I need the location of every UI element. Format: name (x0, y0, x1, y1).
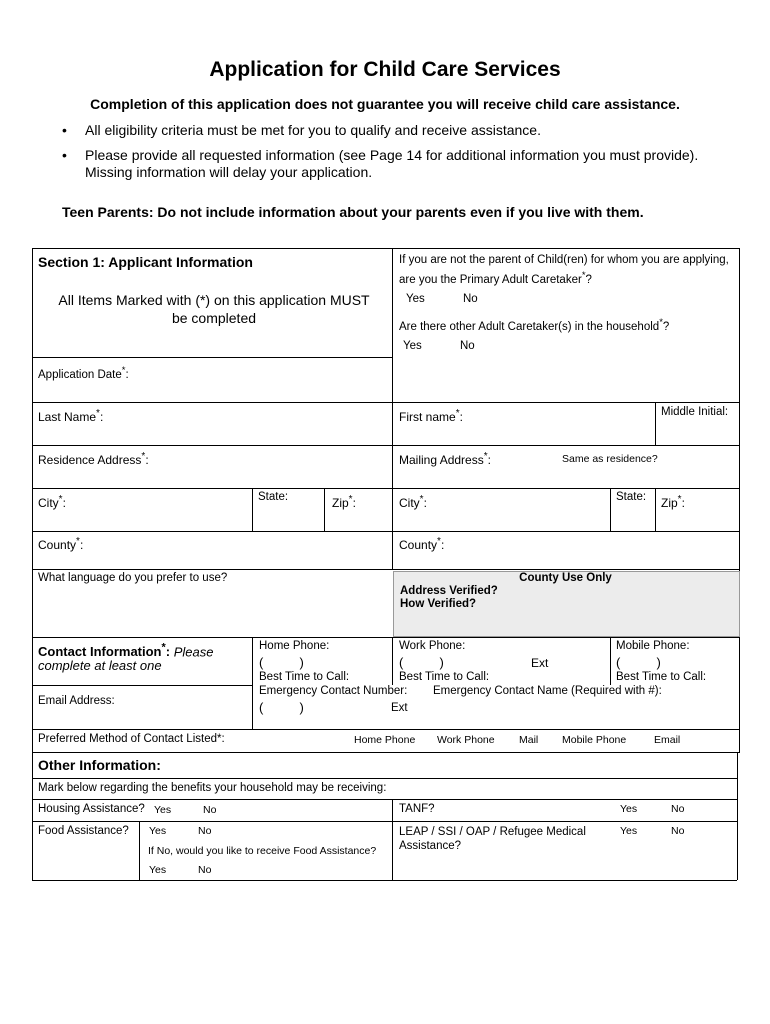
method-label: Mail (519, 734, 539, 746)
colon: : (79, 538, 84, 552)
city-label: City (38, 496, 59, 510)
required-star: * (348, 494, 353, 505)
yes-label: Yes (620, 803, 638, 815)
leap-ssi-label (399, 825, 586, 853)
emergency-ext-field[interactable]: Ext (391, 702, 408, 714)
housing-assistance-label: Housing Assistance? (38, 803, 145, 815)
city-label: City (399, 496, 420, 510)
method-label: Mobile Phone (562, 734, 627, 746)
must-complete-note (36, 291, 392, 327)
leap-line2: Assistance? (399, 840, 462, 852)
yes-label: Yes (620, 825, 638, 837)
contact-heading (38, 642, 213, 659)
required-star: * (121, 365, 126, 376)
colon: : (681, 496, 685, 510)
question-mark: ? (662, 320, 670, 333)
row-line (32, 569, 740, 570)
food-no[interactable] (195, 825, 211, 837)
work-ext-field[interactable]: Ext (531, 656, 549, 670)
table-border-right (737, 752, 738, 880)
mailing-zip-field[interactable] (661, 494, 685, 510)
table-border-left (32, 752, 33, 880)
county-label: County (38, 538, 77, 552)
colon: : (459, 410, 463, 424)
row-line (32, 752, 740, 753)
row-divider (392, 799, 393, 880)
row-line (32, 445, 740, 446)
required-star: * (677, 494, 682, 505)
zip-field[interactable] (332, 494, 356, 510)
required-star: * (58, 494, 63, 505)
row-divider (324, 488, 325, 531)
county-field[interactable] (38, 536, 83, 552)
bullet-provide-info: Please provide all requested information (see Page 14 for additional information you must provide). (85, 147, 699, 163)
emergency-phone-input[interactable]: ( ) (259, 700, 304, 715)
housing-no[interactable] (200, 804, 216, 816)
row-divider (655, 488, 656, 531)
address-verified-label: Address Verified? (400, 585, 498, 597)
emergency-number-label: Emergency Contact Number: (259, 685, 408, 697)
row-line (32, 778, 737, 779)
row-line (32, 357, 392, 358)
page-subtitle: Completion of this application does not guarantee you will receive child care assistance. (90, 96, 680, 112)
yes-label: Yes (154, 804, 172, 816)
mobile-phone-input[interactable]: ( ) (616, 655, 661, 670)
residence-address-field[interactable] (38, 451, 149, 467)
mailing-address-field[interactable] (399, 451, 491, 467)
table-divider-center (392, 248, 393, 570)
caretaker-q2-no[interactable] (457, 340, 475, 352)
row-line (32, 799, 737, 800)
leap-yes[interactable] (617, 825, 637, 837)
leap-no[interactable] (668, 825, 684, 837)
caretaker-q1-line1: If you are not the parent of Child(ren) for whom you are applying, (399, 254, 729, 266)
colon: : (352, 496, 356, 510)
required-star: * (76, 536, 80, 547)
method-label: Email (654, 734, 681, 746)
row-divider (655, 402, 656, 445)
no-label: No (463, 293, 478, 305)
row-divider (610, 637, 611, 685)
caretaker-q2-text: Are there other Adult Caretaker(s) in the household (399, 320, 660, 333)
colon: : (440, 538, 445, 552)
row-line (32, 488, 740, 489)
food-assistance-label: Food Assistance? (38, 825, 129, 837)
yes-label: Yes (149, 864, 167, 876)
row-line (32, 531, 740, 532)
last-name-label: Last Name (38, 410, 97, 424)
other-info-heading: Other Information: (38, 757, 161, 773)
mark-below-note: Mark below regarding the benefits your household may be receiving: (38, 782, 387, 794)
zip-label: Zip (332, 496, 349, 510)
colon: : (99, 410, 104, 424)
table-border-top (32, 248, 740, 249)
required-star: * (96, 408, 100, 419)
housing-yes[interactable] (151, 804, 171, 816)
row-divider (252, 488, 253, 531)
row-divider (139, 821, 140, 880)
bullet-dot: • (62, 147, 67, 163)
row-divider (392, 637, 393, 685)
method-mail[interactable] (516, 734, 538, 746)
method-work-phone[interactable] (434, 734, 495, 746)
home-phone-input[interactable]: ( ) (259, 655, 304, 670)
how-verified-label: How Verified? (400, 598, 477, 610)
no-label: No (198, 864, 212, 876)
work-phone-input[interactable]: ( ) (399, 655, 444, 670)
tanf-label: TANF? (399, 803, 435, 815)
city-field[interactable] (38, 494, 66, 510)
method-home-phone[interactable] (351, 734, 415, 746)
work-phone-label: Work Phone: (399, 640, 466, 652)
first-name-label: First name (399, 410, 456, 424)
application-date-label: Application Date (38, 368, 122, 381)
language-field[interactable]: What language do you prefer to use? (38, 572, 228, 584)
no-label: No (671, 803, 685, 815)
work-best-time[interactable]: Best Time to Call: (399, 671, 490, 683)
method-label: Home Phone (354, 734, 416, 746)
bullet-eligibility: All eligibility criteria must be met for you to qualify and receive assistance. (85, 122, 541, 138)
contact-note-line1: Please (173, 644, 214, 660)
yes-label: Yes (149, 825, 167, 837)
required-star: * (455, 408, 460, 419)
method-mobile-phone[interactable] (559, 734, 626, 746)
colon: : (423, 496, 427, 510)
caretaker-q1-yes[interactable] (403, 293, 425, 305)
yes-label: Yes (406, 293, 425, 305)
caretaker-q2-yes[interactable] (400, 340, 422, 352)
row-line (32, 637, 740, 638)
colon: : (165, 644, 171, 660)
required-star: * (141, 451, 146, 462)
section1-heading: Section 1: Applicant Information (38, 254, 253, 270)
required-star: * (581, 270, 586, 281)
row-line (32, 729, 740, 730)
first-name-field[interactable] (399, 408, 463, 424)
row-line (32, 685, 252, 686)
colon: : (62, 496, 66, 510)
row-divider (252, 637, 253, 729)
emergency-name-label: Emergency Contact Name (Required with #): (433, 685, 662, 697)
mailing-county-field[interactable] (399, 536, 444, 552)
county-use-heading: County Use Only (519, 572, 612, 584)
must-complete-line1: All Items Marked with (*) on this application MUST (58, 292, 370, 308)
last-name-field[interactable] (38, 408, 103, 424)
teen-parents-note: Teen Parents: Do not include information about your parents even if you live with them. (62, 204, 644, 220)
row-line (32, 880, 737, 881)
colon: : (487, 453, 491, 467)
bullet-dot: • (62, 122, 67, 138)
contact-note-line2: complete at least one (38, 658, 162, 673)
required-star: * (161, 642, 166, 654)
zip-label: Zip (661, 496, 678, 510)
leap-line1: LEAP / SSI / OAP / Refugee Medical (399, 826, 586, 838)
home-best-time[interactable]: Best Time to Call: (259, 671, 350, 683)
required-star: * (419, 494, 424, 505)
colon: : (145, 453, 149, 467)
caretaker-q2 (399, 317, 669, 333)
email-field[interactable]: Email Address: (38, 695, 115, 707)
food-receive-yes[interactable] (146, 864, 166, 876)
method-label: Work Phone (437, 734, 495, 746)
food-if-no-question: If No, would you like to receive Food Assistance? (148, 845, 377, 857)
caretaker-q1-line2: are you the Primary Adult Caretaker (399, 273, 582, 286)
caretaker-q1 (399, 270, 592, 286)
page-title: Application for Child Care Services (209, 58, 561, 81)
same-as-residence-label: Same as residence? (562, 453, 658, 465)
food-receive-no[interactable] (195, 864, 211, 876)
tanf-no[interactable] (668, 803, 684, 815)
county-label: County (399, 538, 438, 552)
food-yes[interactable] (146, 825, 166, 837)
residence-address-label: Residence Address (38, 453, 142, 467)
mailing-state-field[interactable]: State: (616, 491, 647, 503)
row-divider (610, 488, 611, 531)
application-date-field[interactable] (38, 365, 129, 381)
mobile-best-time[interactable]: Best Time to Call: (616, 671, 707, 683)
same-as-residence-checkbox[interactable] (559, 453, 658, 465)
state-field[interactable]: State: (258, 491, 289, 503)
bullet-missing-info: Missing information will delay your application. (85, 164, 373, 180)
colon: : (125, 368, 129, 381)
question-mark: ? (585, 273, 592, 286)
table-border-right (739, 248, 740, 753)
required-star: * (437, 536, 441, 547)
no-label: No (203, 804, 217, 816)
yes-label: Yes (403, 340, 422, 352)
table-border-left (32, 248, 33, 753)
no-label: No (198, 825, 212, 837)
row-line (32, 821, 737, 822)
caretaker-q1-no[interactable] (460, 293, 478, 305)
mailing-address-label: Mailing Address (399, 453, 484, 467)
middle-initial-field[interactable]: Middle Initial: (661, 406, 729, 418)
contact-heading-text: Contact Information (38, 644, 162, 660)
preferred-method-label: Preferred Method of Contact Listed*: (38, 733, 225, 745)
method-email[interactable] (651, 734, 680, 746)
required-star: * (483, 451, 488, 462)
home-phone-label: Home Phone: (259, 640, 330, 652)
must-complete-line2: be completed (171, 310, 257, 326)
mailing-city-field[interactable] (399, 494, 427, 510)
no-label: No (460, 340, 475, 352)
tanf-yes[interactable] (617, 803, 637, 815)
mobile-phone-label: Mobile Phone: (616, 640, 690, 652)
row-line (32, 402, 740, 403)
required-star: * (659, 317, 663, 328)
no-label: No (671, 825, 685, 837)
